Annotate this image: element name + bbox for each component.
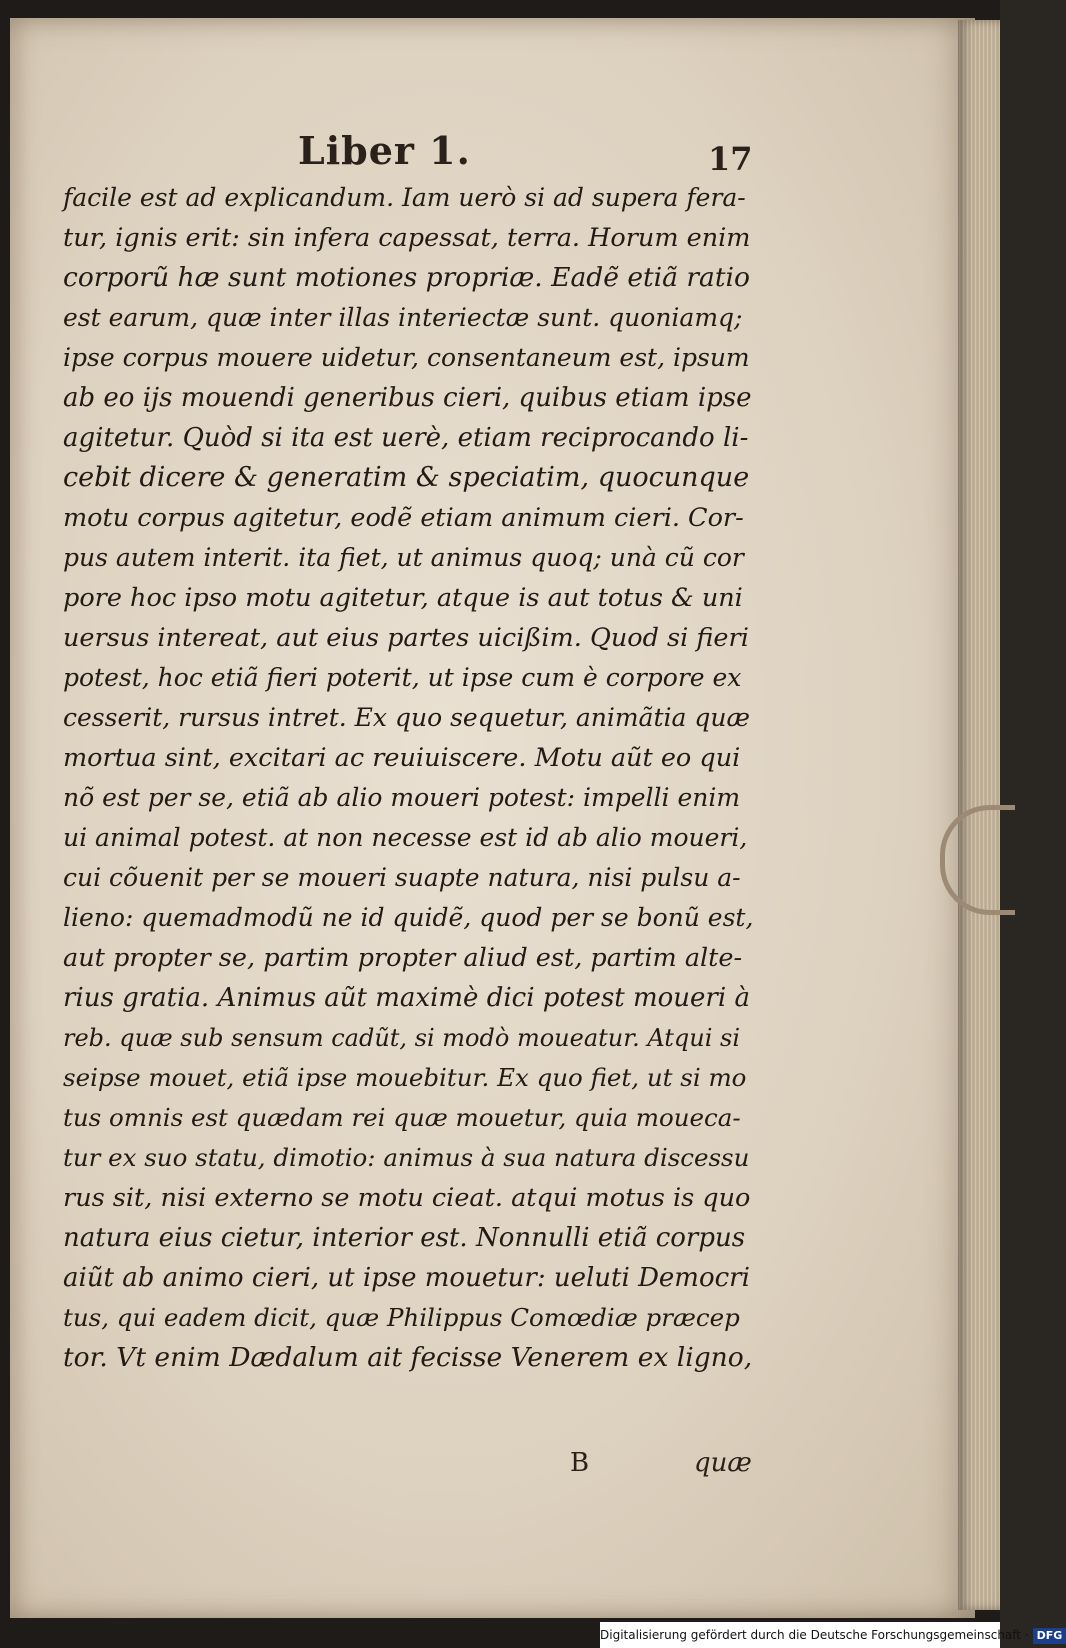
text-line: ipse corpus mouere uidetur, consentaneum est, ipsum (63, 343, 750, 372)
page-footer (0, 1448, 1000, 1488)
credit-text: Digitalisierung gefördert durch die Deutsche Forschungsgemeinschaft · (600, 1628, 1029, 1642)
text-line: ab eo ijs mouendi generibus cieri, quibus etiam ipse (63, 383, 752, 413)
text-line: tus omnis est quædam rei quæ mouetur, quia moueca- (63, 1103, 741, 1132)
dfg-logo: DFG (1033, 1628, 1066, 1644)
text-line: ui animal potest. at non necesse est id ab alio moueri, (63, 823, 748, 852)
text-line: tur, ignis erit: sin infera capessat, terra. Horum enim (63, 223, 751, 253)
text-line: est earum, quæ inter illas interiectæ sunt. quoniamq; (63, 303, 743, 332)
page-number: 17 (708, 140, 753, 178)
text-line: agitetur. Quòd si ita est uerè, etiam reciprocando li- (63, 423, 749, 453)
text-line: motu corpus agitetur, eodẽ etiam animum cieri. Cor- (63, 503, 744, 533)
text-line: cesserit, rursus intret. Ex quo sequetur, animãtia quæ (63, 703, 750, 732)
catchword: quæ (694, 1448, 752, 1478)
text-line: lieno: quemadmodũ ne id quidẽ, quod per se bonũ est, (63, 903, 754, 932)
text-line: nõ est per se, etiã ab alio moueri potest: impelli enim (63, 783, 741, 812)
text-line: facile est ad explicandum. Iam uerò si ad supera fera- (63, 183, 746, 212)
text-line: cebit dicere & generatim & speciatim, quocunque (63, 462, 750, 493)
digitization-credit (600, 1622, 1063, 1648)
text-line: natura eius cietur, interior est. Nonnulli etiã corpus (63, 1223, 746, 1253)
text-line: pus autem interit. ita fiet, ut animus quoq; unà cũ cor (63, 543, 744, 572)
text-line: mortua sint, excitari ac reuiuiscere. Motu aũt eo qui (63, 743, 741, 773)
text-line: seipse mouet, etiã ipse mouebitur. Ex quo fiet, ut si mo (63, 1063, 747, 1092)
text-line: aut propter se, partim propter aliud est, partim alte- (63, 943, 743, 973)
text-line: tus, qui eadem dicit, quæ Philippus Comœdiæ præcep (63, 1303, 740, 1332)
running-head-title: Liber 1. (298, 128, 471, 173)
running-head (0, 128, 1000, 178)
text-line: uersus intereat, aut eius partes uicißim. Quod si fieri (63, 623, 749, 653)
text-line: aiũt ab animo cieri, ut ipse mouetur: ueluti Democri (63, 1263, 750, 1293)
text-line: pore hoc ipso motu agitetur, atque is aut totus & uni (63, 583, 743, 613)
text-line: rius gratia. Animus aũt maximè dici potest moueri à (63, 983, 750, 1013)
text-line: tor. Vt enim Dædalum ait fecisse Venerem ex ligno, (63, 1342, 753, 1373)
text-line: corporũ hæ sunt motiones propriæ. Eadẽ etiã ratio (63, 262, 750, 293)
text-line: cui cõuenit per se moueri suapte natura, nisi pulsu a- (63, 863, 741, 892)
text-line: reb. quæ sub sensum cadũt, si modò moueatur. Atqui si (63, 1024, 740, 1052)
signature-mark: B (570, 1448, 590, 1478)
text-line: rus sit, nisi externo se motu cieat. atqui motus is quo (63, 1183, 751, 1213)
text-line: tur ex suo statu, dimotio: animus à sua natura discessu (63, 1143, 750, 1172)
body-text (63, 178, 753, 1378)
text-line: potest, hoc etiã fieri poterit, ut ipse cum è corpore ex (63, 663, 742, 692)
